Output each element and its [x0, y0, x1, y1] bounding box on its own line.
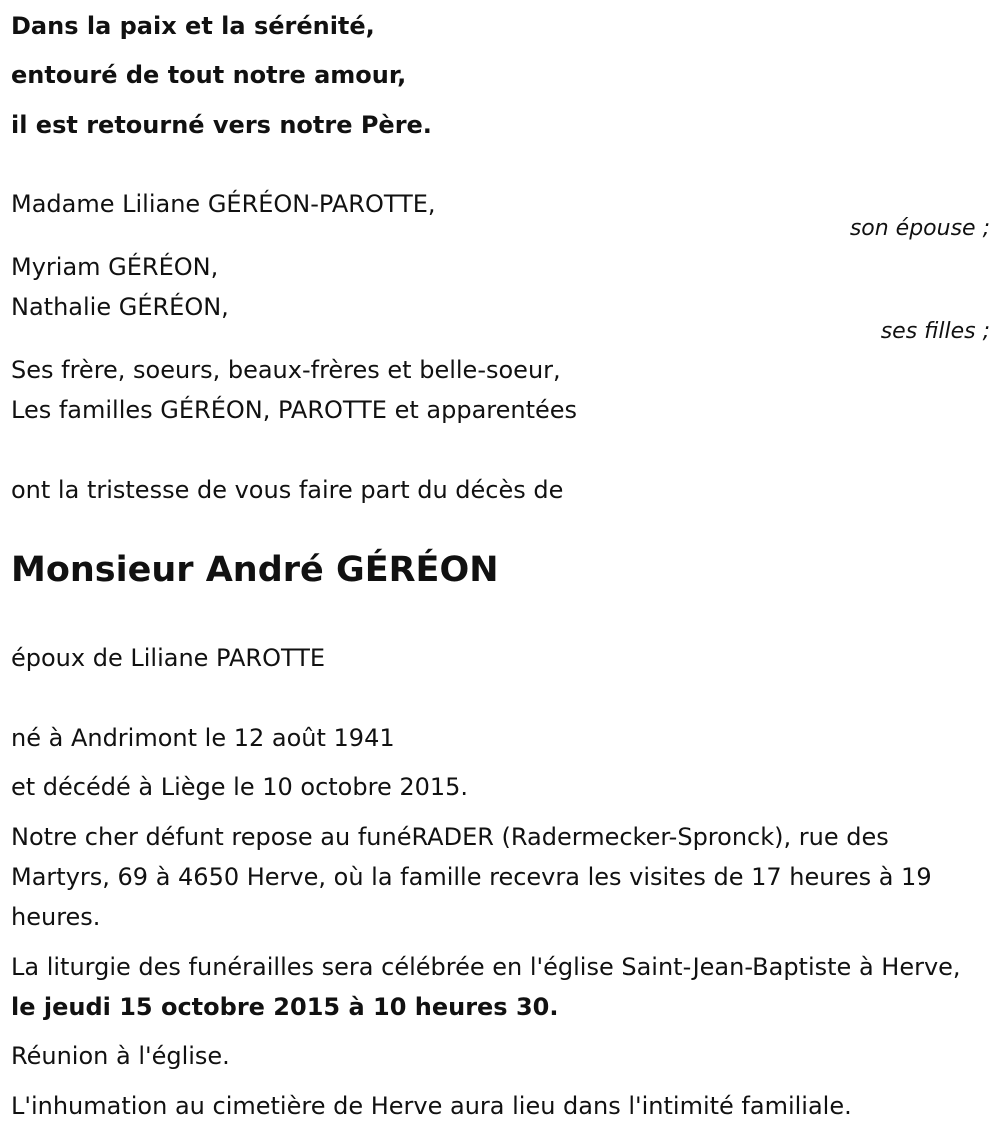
spouse-name: Madame Liliane GÉRÉON-PAROTTE, — [11, 190, 436, 218]
spouse-role: son épouse ; — [849, 216, 990, 241]
announcement-line: ont la tristesse de vous faire part du décès de — [11, 476, 564, 504]
siblings-line: Ses frère, soeurs, beaux-frères et belle-soeur, — [11, 356, 561, 384]
epitaph-line-3: il est retourné vers notre Père. — [11, 111, 432, 139]
meeting-line: Réunion à l'église. — [11, 1042, 230, 1070]
epitaph-line-1: Dans la paix et la sérénité, — [11, 12, 375, 40]
liturgy-date: le jeudi 15 octobre 2015 à 10 heures 30. — [11, 993, 559, 1021]
liturgy-intro: La liturgie des funérailles sera célébrée en l'église Saint-Jean-Baptiste à Herve, — [11, 953, 961, 981]
liturgy-paragraph — [11, 947, 986, 1027]
birth-line: né à Andrimont le 12 août 1941 — [11, 724, 395, 752]
families-line: Les familles GÉRÉON, PAROTTE et apparentées — [11, 396, 578, 424]
repose-paragraph: Notre cher défunt repose au funéRADER (Radermecker-Spronck), rue des Martyrs, 69 à 4650 Herve, où la famille recevra les visites de 17 heures à 19 heures. — [11, 823, 932, 931]
death-line: et décédé à Liège le 10 octobre 2015. — [11, 773, 469, 801]
burial-line: L'inhumation au cimetière de Herve aura lieu dans l'intimité familiale. — [11, 1092, 852, 1120]
daughters-role: ses filles ; — [880, 319, 990, 344]
epitaph-line-2: entouré de tout notre amour, — [11, 61, 407, 89]
daughter-1-name: Myriam GÉRÉON, — [11, 253, 219, 281]
daughter-2-name: Nathalie GÉRÉON, — [11, 293, 229, 321]
spouse-of-line: époux de Liliane PAROTTE — [11, 644, 326, 672]
deceased-name: Monsieur André GÉRÉON — [11, 550, 499, 590]
